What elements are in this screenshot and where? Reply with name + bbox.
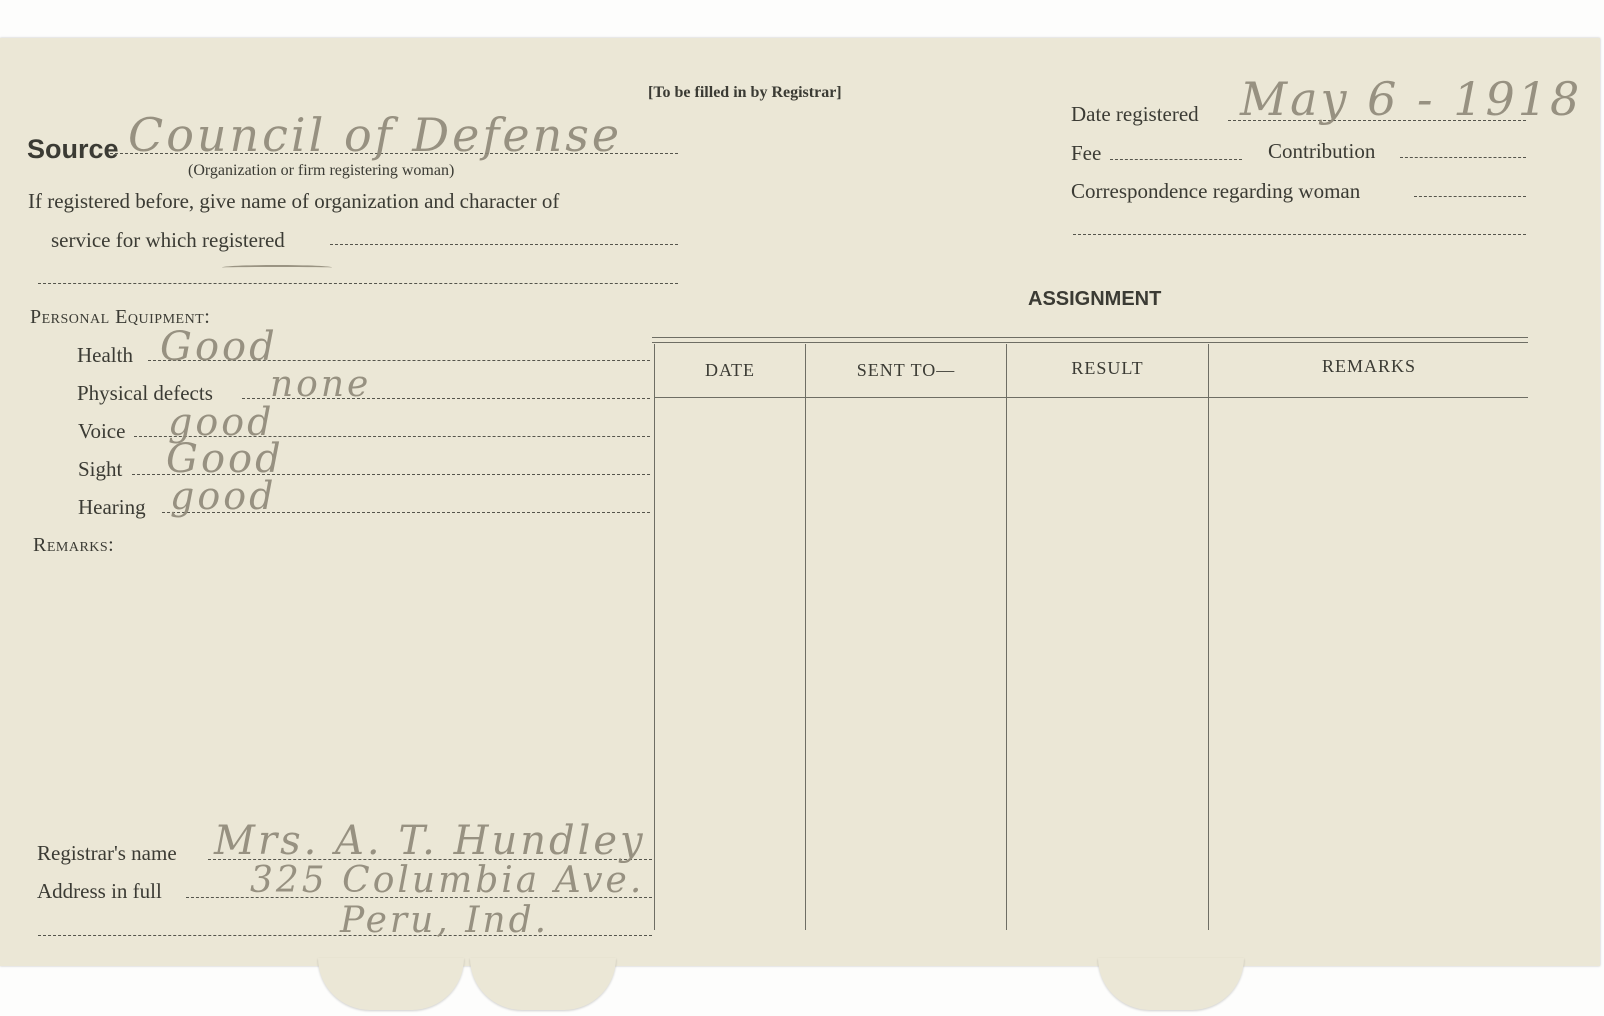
assignment-divider-3 [1208, 344, 1209, 930]
registrar-name-label: Registrar's name [37, 841, 177, 865]
address-label: Address in full [37, 879, 162, 903]
registrar-name-value: Mrs. A. T. Hundley [214, 818, 646, 864]
assignment-title: ASSIGNMENT [1028, 288, 1162, 310]
correspondence-line-1 [1414, 196, 1526, 197]
source-label: Source [27, 134, 119, 164]
assignment-header-rule [654, 397, 1528, 398]
contribution-label: Contribution [1268, 139, 1376, 163]
hearing-value: good [170, 474, 277, 518]
prior-registration-line2: service for which registered [51, 228, 285, 252]
hearing-label: Hearing [78, 495, 146, 519]
assignment-divider-1 [805, 344, 806, 930]
address-value-2: Peru, Ind. [340, 900, 550, 941]
personal-equipment-heading: Personal Equipment: [30, 306, 211, 328]
remarks-heading: Remarks: [33, 534, 115, 556]
prior-registration-field-2 [38, 283, 678, 284]
date-registered-value: May 6 - 1918 [1240, 72, 1583, 126]
correspondence-label: Correspondence regarding woman [1071, 179, 1361, 203]
sight-label: Sight [78, 457, 123, 481]
assignment-border-left [654, 344, 655, 930]
address-value-1: 325 Columbia Ave. [250, 860, 645, 901]
contribution-line [1400, 157, 1526, 158]
assignment-col-date: DATE [705, 360, 755, 380]
assignment-divider-2 [1006, 344, 1007, 930]
fee-line [1110, 159, 1242, 160]
registrar-note: [To be filled in by Registrar] [648, 84, 842, 101]
card-tab-2 [470, 958, 616, 1010]
assignment-rule-top [652, 337, 1528, 338]
assignment-col-remarks: REMARKS [1321, 356, 1417, 376]
assignment-rule-top-2 [652, 342, 1528, 343]
physical-defects-value: none [270, 364, 372, 405]
assignment-col-sent-to: SENT TO— [856, 360, 956, 380]
sight-value: Good [166, 436, 284, 482]
prior-registration-field-1 [330, 244, 678, 245]
source-caption: (Organization or firm registering woman) [188, 162, 455, 179]
voice-label: Voice [78, 419, 126, 443]
fee-label: Fee [1071, 141, 1102, 165]
prior-registration-line1: If registered before, give name of organization and character of [28, 189, 560, 213]
health-label: Health [77, 343, 133, 367]
assignment-col-result: RESULT [1071, 358, 1144, 378]
date-registered-label: Date registered [1071, 102, 1199, 126]
source-value: Council of Defense [128, 108, 623, 162]
pencil-underline [222, 265, 332, 270]
card-tab-3 [1098, 958, 1244, 1010]
health-value: Good [160, 324, 278, 370]
voice-value: good [168, 400, 275, 444]
physical-defects-label: Physical defects [77, 381, 213, 405]
correspondence-line-2 [1073, 234, 1526, 235]
registration-card [0, 38, 1600, 966]
card-tab-1 [318, 958, 464, 1010]
